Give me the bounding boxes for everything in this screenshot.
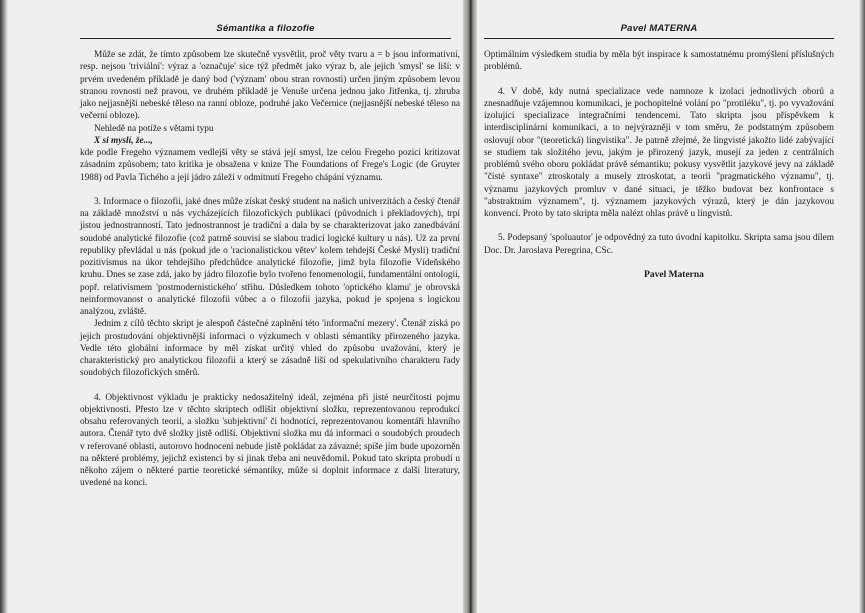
paragraph: 4. V době, kdy nutná specializace vede namnoze k izolaci jednotlivých oborů a znesnadňuje vzájemnou komunikaci, je pochopitelné volání po "protiléku", tj. po vyvažování izolující specializace integračními tendencemi. Tato skripta jsou příspěvkem k interdisciplinární komunikaci, a to nejvýrazněji v tom směru, že podstatným způsobem oslovují obor "(teoretická) lingvistika". Je patrně zřejmé, že lingvisté jakožto lidé zabývající se studiem tak složitého jevu, jakým je přirozený jazyk, musejí za jeden z centrálních problémů svého oboru pokládat právě sémantiku; pokusy vysvětlit jazykové jevy na základě "čisté syntaxe" ztroskotaly a musely ztroskotat, a teorii "pragmatického významu", tj. významu jazykových promluv v dané situaci, je těžko budovat bez konfrontace s "abstraktním významem", tj. významem jazykových výrazů, který je dán jazykovou konvencí. Proto by tato skripta měla nalézt ohlas právě u lingvistů.	[484, 86, 834, 219]
book-gutter	[463, 0, 477, 613]
paragraph: kde podle Fregeho významem vedlejší věty se stává její smysl, lze celou Fregeho pozici kritizovat zásadním způsobem; tato kritika je obsažena v knize The Foundations of Frege's Logic (de Gruyter 1988) od Pavla Tichého a její jádro záleží v odmítnutí Fregeho chápání významu.	[80, 148, 460, 183]
right-page-body	[484, 49, 834, 281]
paragraph: 3. Informace o filozofii, jaké dnes může získat český student na našich univerzitách a český čtenář na základě množství u nás vycházejících filozofických publikací (původních i překladových), trpí jistou jednostranností. Tato jednostrannost je tradiční a dala by se charakterizovat jako zanedbávání soudobé analytické filozofie (což patrně souvisí se slabou tradicí logické kultury u nás). Už za první republiky převládal u nás (pokud jde o 'racionalistickou větev' kolem tehdejší České Mysli) tradiční pozitivismus na úkor tehdejšího předchůdce analytické filozofie, jímž byla filozofie Vídeňského kruhu. Dnes se zase zdá, jako by jádro filozofie bylo tvořeno fenomenologií, fundamentální ontologií, popř. relativismem 'postmodernistického' střihu. Důsledkem tohoto 'optického klamu' je obrovská neinformovanost o analytické filozofii vůbec a o filozofii jazyka, pokud je spojena s logickou analýzou, zvláště.	[80, 196, 460, 317]
left-running-head: Sémantika a filozofie	[80, 23, 451, 39]
paragraph: Může se zdát, že tímto způsobem lze skutečně vysvětlit, proč věty tvaru a = b jsou informativní, resp. nejsou 'triviální': výraz a 'označuje' sice týž předmět jako výraz b, ale jejich 'smysl' se liší: v prvém uvedeném příkladě je daný bod ('význam' obou stran rovnosti) určen jiným způsobem levou stranou rovnosti než pravou, ve druhém příkladě je Venuše určena jednou jako Jitřenka, tj. zhruba jako nejjasnější nebeské těleso na ranní obloze, podruhé jako Večernice (nejjasnější nebeské těleso na večerní obloze).	[80, 50, 460, 122]
right-running-head: Pavel MATERNA	[484, 23, 834, 39]
paragraph: Jedním z cílů těchto skript je alespoň částečné zaplnění této 'informační mezery'. Čtenář získá po jejich prostudování objektivnější informaci o výzkumech v oblasti sémantiky přirozeného jazyka. Vedle této globální informace by měl získat určitý vhled do způsobu uvažování, který je charakteristický pro analytickou filozofii a který se zásadně liší od spekulativního charakteru řady soudobých filozofických směrů.	[80, 319, 460, 379]
right-page	[484, 0, 834, 281]
paragraph: Optimálním výsledkem studia by měla být inspirace k samostatnému promýšlení příslušných problémů.	[484, 50, 834, 73]
paragraph: 4. Objektivnost výkladu je prakticky nedosažitelný ideál, zejména při jisté neurčitosti pojmu objektivnosti. Přesto lze v těchto skriptech odlišit objektivní složku, reprezentovanou reprodukcí obsahu referovaných teorií, a složku 'subjektivní' či hodnotící, reprezentovanou komentáři hlavního autora. Čtenář tyto dvě složky jistě odliší. Objektivní složka mu dá informaci o soudobých proudech v referované oblasti, autorovo hodnocení nebude jistě pokládat za závazné; spíše jím bude upozorněn na některé problémy, jejichž existenci by si jinak třeba ani neuvědomil. Pokud tato skripta probudí u někoho zájem o některé partie teoretické sémantiky, může si doplnit informace z další literatury, uvedené na konci.	[80, 392, 460, 489]
left-page-body	[80, 49, 460, 490]
page-edge-right	[859, 0, 865, 613]
page-edge-left	[0, 0, 8, 613]
left-page	[80, 0, 460, 490]
paragraph: 5. Podepsaný 'spoluautor' je odpovědný za tuto úvodní kapitolku. Skripta sama jsou dílem Doc. Dr. Jaroslava Peregrina, CSc.	[484, 233, 834, 256]
signature: Pavel Materna	[644, 269, 704, 280]
formula-line: X si myslí, že...,	[94, 135, 153, 146]
paragraph: Nehledě na potíže s větami typu	[94, 123, 214, 134]
